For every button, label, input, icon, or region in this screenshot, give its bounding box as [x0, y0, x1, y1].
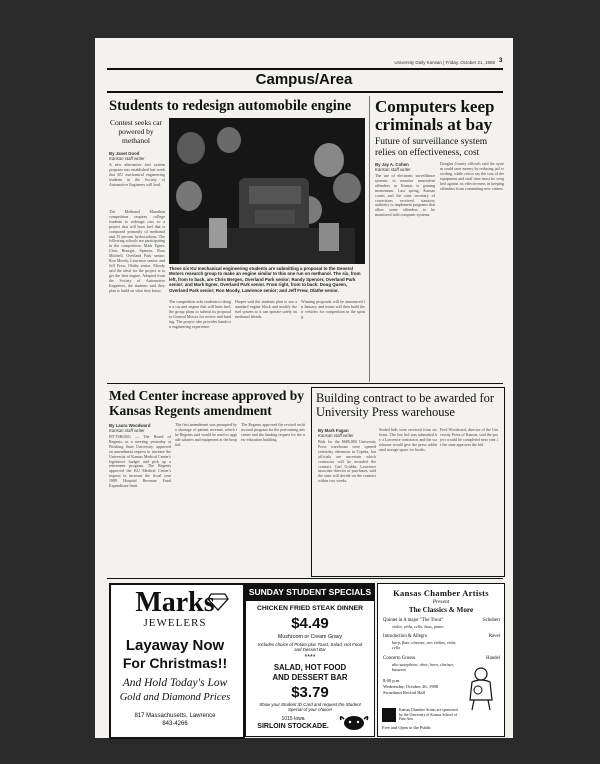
- section-divider: [107, 383, 503, 384]
- chamber-prog2: Introduction & Allegro: [383, 634, 428, 639]
- sirloin-note1: Mushroom or Cream Gravy: [277, 634, 343, 640]
- computers-body: The use of electronic surveillance systems to monitor nonviolent offenders in Kansas is gaining momentum. Last spring, Kansas courts and the state secretary of corrections received statutory authority to implement programs that allow some offenders to be monitored with computer systems.: [375, 173, 435, 218]
- marks-line1: Layaway Now: [125, 637, 225, 654]
- chamber-prog1b: violin, viola, cello, bass, piano: [392, 624, 444, 629]
- chamber-comp2: Ravel: [488, 634, 500, 639]
- chamber-comp3: Handel: [486, 656, 500, 661]
- marks-subname: JEWELERS: [143, 617, 207, 629]
- car-body-col2: The competition asks students to design a car and engine that will burn fuel; the group plans to submit its proposal to General Motors for review and funding. The project also provides hands-on engineering experience.: [169, 299, 232, 329]
- marks-line3: And Hold Today's Low: [122, 677, 228, 689]
- chamber-venue: Swarthout Recital Hall: [383, 690, 426, 695]
- diamond-icon: [207, 593, 229, 611]
- sirloin-price2: $3.79: [291, 684, 329, 701]
- sirloin-plus: ****: [304, 654, 316, 661]
- ad-kansas-chamber-artists: [377, 583, 505, 737]
- engine-photo: [169, 118, 365, 264]
- ads-divider: [107, 578, 503, 579]
- computers-byline: By Jay A. Cohen: [375, 162, 409, 167]
- building-body: Bids for the $686,000 University Press warehouse were opened yesterday afternoon in Topeka, but officials are uncertain which contractor will be awarded the contract. Carl Grubbs, Lawrence associate director of purchases, said the state will decide on the contract within two weeks.: [318, 439, 376, 484]
- photo-caption: These six KU mechanical engineering students are submitting a proposal to the General Motors research group to make an engine similar to this one run on methanol. The six, from left, from to back, are Chris Bergen, Overland Park senior; Randy Spencer, Overland Park senior; and Mark Egner, Overland Park senior. From right, from to back: Doug Queen, Overland Park senior; Ron Moody, Lawrence senior; and Jeff Frew, Olathe senior.: [169, 266, 361, 293]
- marks-phone: 843-4266: [162, 721, 188, 727]
- marks-address: 817 Massachusetts, Lawrence: [134, 713, 216, 719]
- sirloin-note1b: Includes choice of Potato plus Toast, Salad, Hot Food and Dessert Bar: [257, 642, 363, 653]
- med-headline: Med Center increase approved by Kansas Regents amendment: [109, 388, 304, 418]
- marks-line2: For Christmas!!: [122, 655, 228, 671]
- ad-marks-jewelers: [109, 583, 245, 739]
- chamber-time: 8:00 p.m.: [383, 678, 401, 683]
- chamber-title: Kansas Chamber Artists: [393, 588, 489, 598]
- building-headline: Building contract to be awarded for University Press warehouse: [316, 391, 495, 419]
- chamber-subtitle: The Classics & More: [408, 606, 474, 614]
- column-rule: [369, 96, 370, 382]
- newspaper-page: [95, 38, 513, 738]
- ku-logo-icon: [382, 708, 396, 722]
- med-body-col2: The first amendment was prompted by a shortage of patient revenue, which the Regents said would be used to upgrade salaries and equipment at the hospital.: [175, 422, 238, 447]
- chamber-admission: Free and Open to the Public: [382, 725, 432, 730]
- sirloin-item2a: SALAD, HOT FOOD: [273, 663, 347, 672]
- steer-logo-icon: [338, 712, 370, 732]
- sirloin-brand: SIRLOIN STOCKADE.: [257, 723, 329, 730]
- car-headline: Students to redesign automobile engine: [109, 98, 352, 114]
- med-byline-role: Kansan staff writer: [109, 428, 145, 433]
- med-body: PITTSBURG — The Board of Regents, in a meeting yesterday at Pittsburg State University, approved an amendment request to increase the University of Kansas Medical Center's legislative budget and pick up a retirement program. The Regents approved the KU Medical Center's request to increase the fiscal year 1989 Hospital Revenue Fund Expenditure limit.: [109, 434, 171, 489]
- building-body-col2: Sealed bids were received from six firms. The low bid was submitted by a Lawrence contractor, and the warehouse would give the press additional storage space for books.: [379, 427, 438, 452]
- computers-body-col2: Douglas County officials said the system could save money by reducing jail crowding, while critics say the cost of the equipment and staff time must be weighed against its effectiveness in keeping offenders from committing new crimes.: [440, 161, 505, 191]
- chamber-comp1: Schubert: [482, 618, 500, 623]
- med-body-col3: The Regents approved the revised architectural program for the performing arts center and the funding request for the new education building.: [241, 422, 306, 442]
- chamber-sponsor: Kansas Chamber Artists are sponsored by the University of Kansas School of Fine Arts: [399, 708, 458, 722]
- sirloin-price1: $4.49: [291, 615, 329, 632]
- computers-byline-role: Kansan staff writer: [375, 167, 411, 172]
- car-body-col3: Harper said the students plan to use a standard engine block and modify the fuel system so it can operate safely on methanol blends.: [235, 299, 298, 319]
- building-body-col3: Fred Woodward, director of the University Press of Kansas, said the project would be completed next year if the state approves the bid.: [440, 427, 498, 447]
- chamber-date: Wednesday, October 26, 1988: [383, 684, 439, 689]
- sirloin-address: 1015 Iowa: [281, 716, 305, 722]
- car-body: The Methanol Marathon competition requires college students to redesign cars so a project that will burn fuel that is composed primarily of methanol and 15 percent hydrocarbons. The following schools are participating in the competition: Mark Egner, Chris Bourget, Spencer, Ross Mitchell, Overland Park senior; Ron Moody, Lawrence senior; and Jeff Frew, Olathe senior. Moody said the ideal for the project is to get the best engine. Adapted from the Society of Automotive Engineers, the students said they plan to build on what they know.: [109, 209, 165, 293]
- building-story-box: [311, 387, 505, 577]
- section-rule: [107, 91, 503, 93]
- sirloin-note2: Show your Student ID Card and request the Student Special of your choice!: [259, 702, 361, 713]
- engine-photo-image: [169, 118, 365, 264]
- computers-deck: Future of surveillance system relies on effectiveness, cost: [375, 137, 488, 158]
- car-lead: A new alternative fuel system program was established last week that KU mechanical engineering students in the Society of Automotive Engineers will lead.: [109, 162, 165, 187]
- building-byline: By Mark Fagan: [318, 428, 349, 433]
- page-number: 3: [499, 58, 503, 64]
- sirloin-item1: CHICKEN FRIED STEAK DINNER: [256, 605, 364, 612]
- running-header: University Daily Kansan | Friday, October 21, 1988: [394, 60, 495, 65]
- ad-sirloin-stockade: [245, 583, 375, 737]
- chamber-prog2b: harp, flute, clarinet, two violins, viola, cello: [392, 640, 457, 650]
- computers-headline: Computers keep criminals at bay: [375, 97, 495, 134]
- chamber-present: Present: [432, 599, 450, 605]
- sirloin-banner: SUNDAY STUDENT SPECIALS: [246, 584, 374, 601]
- musician-illustration-icon: [462, 666, 500, 712]
- building-byline-role: Kansan staff writer: [318, 433, 354, 438]
- marks-line4: Gold and Diamond Prices: [119, 692, 231, 703]
- chamber-prog1: Quintet in A major "The Trout": [383, 618, 444, 623]
- car-byline-role: Kansan staff writer: [109, 156, 145, 161]
- chamber-prog3: Concerto Grosso: [383, 656, 416, 661]
- section-title: Campus/Area: [255, 71, 353, 88]
- car-byline: By Janet Good: [109, 151, 140, 156]
- chamber-prog3b: alto saxophone, oboe, horn, clarinet, bassoon: [392, 662, 454, 672]
- car-deck: Contest seeks car powered by methanol: [109, 118, 163, 145]
- sirloin-item2b: AND DESSERT BAR: [272, 673, 348, 682]
- header-rule: [107, 68, 503, 70]
- med-byline: By Laura Woodward: [109, 423, 151, 428]
- car-body-col4: Winning proposals will be announced in January, and teams will then build their vehicles for competition in the spring.: [301, 299, 365, 319]
- marks-name: Marks: [135, 587, 215, 618]
